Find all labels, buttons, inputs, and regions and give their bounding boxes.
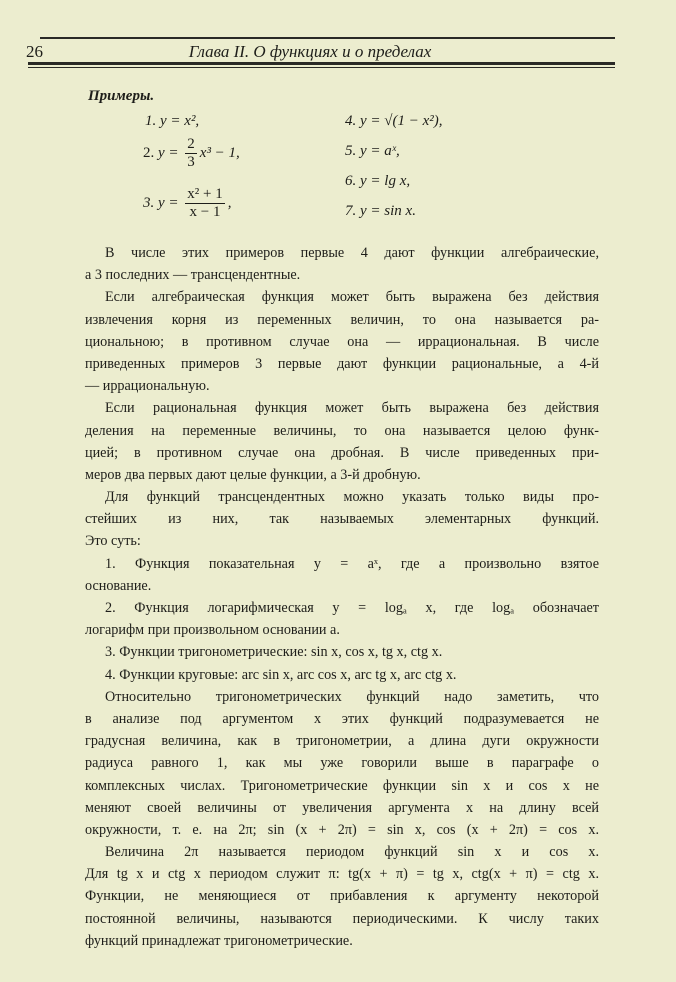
- text-line: меняют своей величины от увеличения аргумента x на длину всей: [85, 799, 599, 816]
- text-line: извлечения корня из переменных величин, то она называется ра-: [85, 311, 599, 328]
- numerator: x² + 1: [187, 186, 223, 202]
- example-2: [143, 136, 240, 171]
- text-line: радиуса равного 1, как мы уже говорили выше в параграфе о: [85, 755, 599, 772]
- text-line: стейших из них, так называемых элементарных функций.: [85, 511, 599, 528]
- body-text: [85, 242, 599, 952]
- example-number: 3.: [143, 194, 155, 211]
- text-line: логарифм при произвольном основании a.: [85, 622, 340, 639]
- text-line: 1. Функция показательная y = aˣ, где a произвольно взятое: [105, 555, 599, 572]
- text-line: Относительно тригонометрических функций надо заметить, что: [105, 688, 599, 705]
- formula-lhs: y =: [158, 144, 183, 161]
- example-number: 6.: [345, 173, 357, 189]
- text-line: приведенных примеров 3 первые дают функции рациональные, а 4-й: [85, 355, 599, 372]
- example-number: 1.: [145, 113, 157, 129]
- top-rule: [40, 37, 615, 39]
- header-rule-thin: [28, 67, 615, 68]
- text-line: постоянной величины, называются периодическими. К числу таких: [85, 910, 599, 927]
- text-line: 4. Функции круговые: arc sin x, arc cos x, arc tg x, arc ctg x.: [105, 666, 457, 683]
- page-number: 26: [26, 42, 43, 61]
- formula: y = aˣ,: [360, 143, 400, 159]
- running-title: Глава II. О функциях и о пределах: [188, 42, 432, 61]
- example-number: 5.: [345, 143, 357, 159]
- formula-rhs: x³ − 1,: [199, 144, 240, 161]
- text-line: Для tg x и ctg x периодом служит π: tg(x + π) = tg x, ctg(x + π) = ctg x.: [85, 866, 599, 883]
- formula: y = lg x,: [360, 173, 411, 189]
- text-line: Функции, не меняющиеся от прибавления к аргументу некоторой: [85, 888, 599, 905]
- text-line: функций принадлежат тригонометрические.: [85, 932, 353, 949]
- example-7: [345, 203, 416, 220]
- text-line: циональною; в противном случае она — иррациональная. В числе: [85, 333, 599, 350]
- text-line: Величина 2π называется периодом функций sin x и cos x.: [105, 844, 599, 861]
- example-4: [345, 113, 443, 130]
- example-1: [145, 113, 199, 130]
- denominator: x − 1: [189, 204, 221, 220]
- formula: y = √(1 − x²),: [360, 113, 443, 129]
- text-line: а 3 последних — трансцендентные.: [85, 267, 301, 284]
- formula-lhs: y =: [158, 194, 183, 211]
- fraction: [185, 186, 224, 221]
- example-number: 2.: [143, 144, 155, 161]
- text-line: деления на переменные величины, то она называется целою функ-: [85, 422, 599, 439]
- text-line: Если алгебраическая функция может быть выражена без действия: [105, 289, 599, 306]
- fraction: [185, 136, 197, 171]
- text-line: комплексных числах. Тригонометрические функции sin x и cos x не: [85, 777, 599, 794]
- denominator: 3: [187, 154, 195, 170]
- formula: y = x²,: [160, 113, 200, 129]
- text-line: основание.: [85, 577, 152, 594]
- text-line: 2. Функция логарифмическая y = logₐ x, где logₐ обозначает: [105, 600, 599, 616]
- text-line: Это суть:: [85, 533, 141, 550]
- formula-rhs: ,: [227, 194, 232, 211]
- text-line: градусная величина, как в тригонометрии, а длина дуги окружности: [85, 733, 599, 750]
- example-5: [345, 143, 400, 160]
- numerator: 2: [187, 136, 195, 152]
- text-line: 3. Функции тригонометрические: sin x, cos x, tg x, ctg x.: [105, 644, 443, 661]
- example-number: 4.: [345, 113, 357, 129]
- text-line: меров два первых дают целые функции, а 3-й дробную.: [85, 466, 421, 483]
- text-line: Для функций трансцендентных можно указать только виды про-: [105, 489, 599, 506]
- example-number: 7.: [345, 203, 357, 219]
- text-line: в анализе под аргументом x этих функций подразумевается не: [85, 710, 599, 727]
- examples-label: Примеры.: [88, 88, 155, 104]
- text-line: цией; в противном случае она дробная. В числе приведенных при-: [85, 444, 599, 461]
- example-3: [143, 186, 232, 221]
- formula: y = sin x.: [360, 203, 416, 219]
- text-line: В числе этих примеров первые 4 дают функции алгебраические,: [105, 245, 599, 261]
- text-line: — иррациональную.: [85, 378, 210, 395]
- text-line: окружности, т. е. на 2π; sin (x + 2π) = sin x, cos (x + 2π) = cos x.: [85, 821, 599, 838]
- example-6: [345, 173, 410, 190]
- text-line: Если рациональная функция может быть выражена без действия: [105, 400, 599, 417]
- header-rule-thick: [28, 62, 615, 65]
